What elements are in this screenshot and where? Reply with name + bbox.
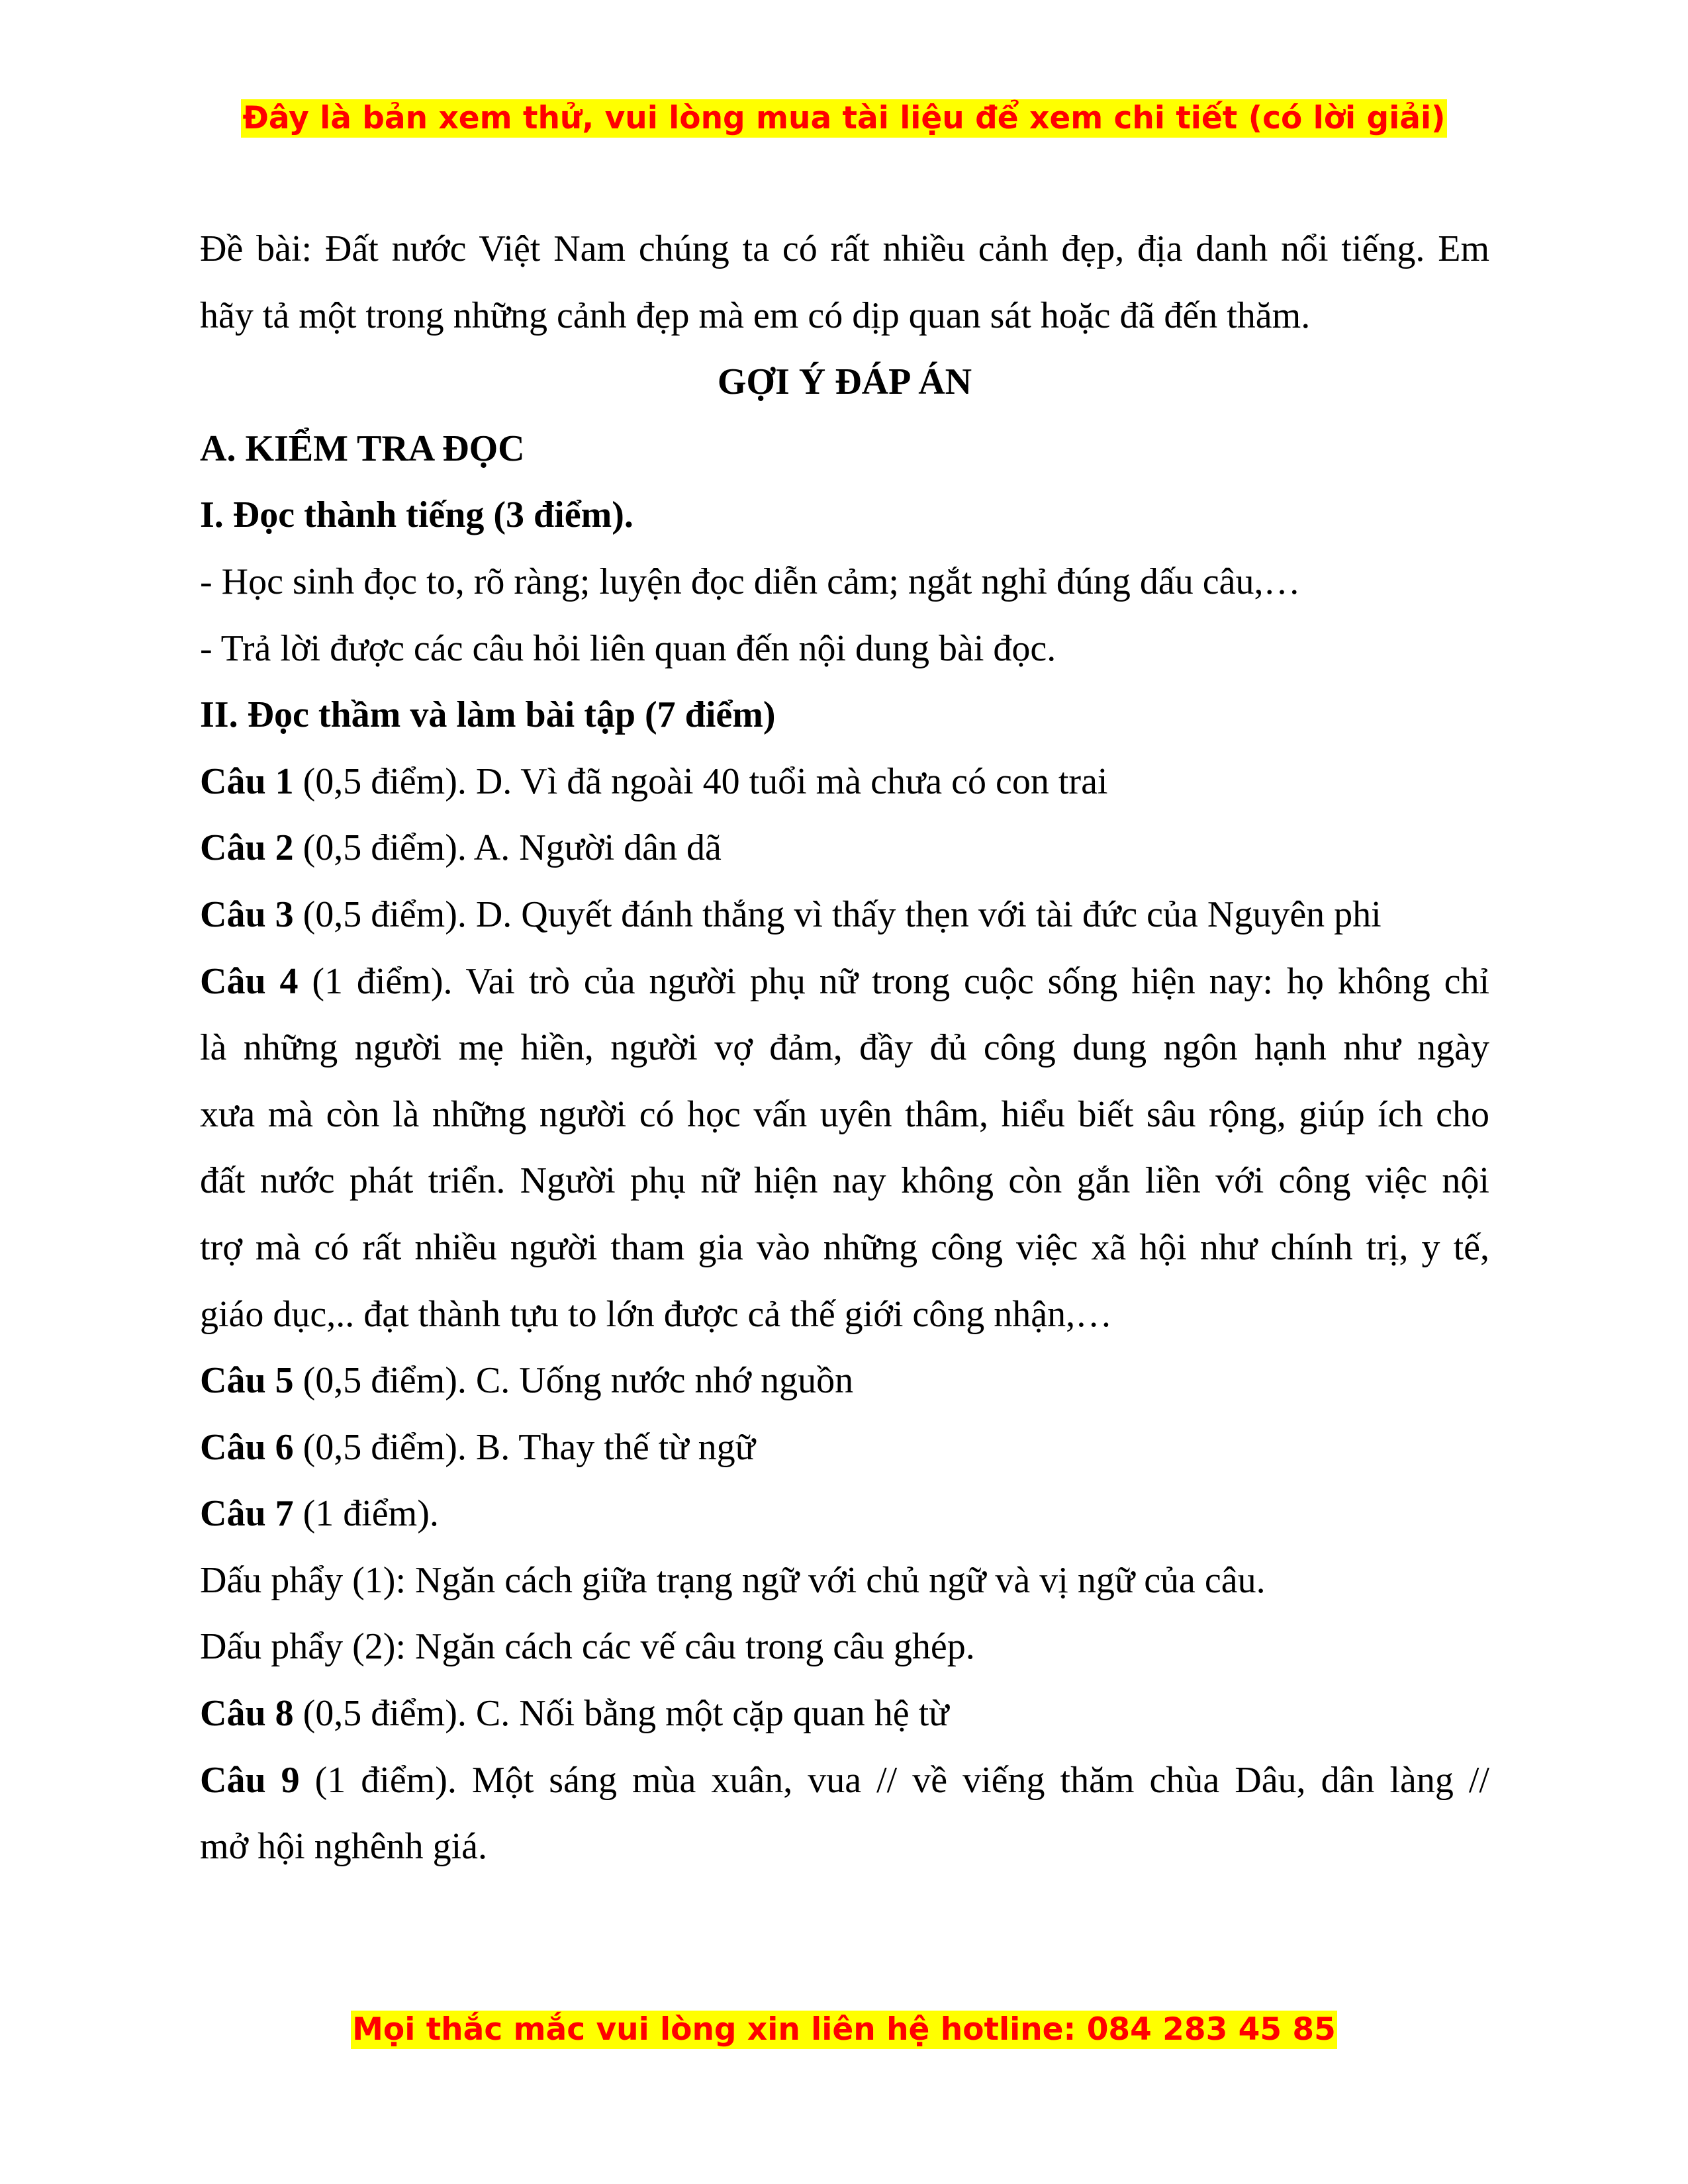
question-answer: (0,5 điểm). C. Uống nước nhớ nguồn <box>293 1360 854 1402</box>
question-label: Câu 2 <box>200 827 294 869</box>
question-4-continuation: giáo dục,.. đạt thành tựu to lớn được cả thế giới công nhận,… <box>200 1293 1113 1335</box>
preview-notice-text: Đây là bản xem thử, vui lòng mua tài liệu để xem chi tiết (có lời giải) <box>242 100 1446 136</box>
question-2 <box>200 815 1489 882</box>
question-label: Câu 8 <box>200 1693 294 1735</box>
part-1-item: - Trả lời được các câu hỏi liên quan đến nội dung bài đọc. <box>200 627 1056 669</box>
question-answer: (0,5 điểm). C. Nối bằng một cặp quan hệ từ <box>293 1693 949 1735</box>
part-2-heading: II. Đọc thầm và làm bài tập (7 điểm) <box>200 694 776 736</box>
question-5 <box>200 1347 1489 1414</box>
question-label: Câu 1 <box>200 760 294 802</box>
question-4-continuation: đất nước phát triển. Người phụ nữ hiện nay không còn gắn liền với công việc nội <box>200 1160 1489 1202</box>
section-a-heading: A. KIỂM TRA ĐỌC <box>200 428 525 469</box>
question-7-detail: Dấu phẩy (2): Ngăn cách các vế câu trong câu ghép. <box>200 1626 975 1668</box>
question-label: Câu 6 <box>200 1426 294 1468</box>
question-7-detail: Dấu phẩy (1): Ngăn cách giữa trạng ngữ với chủ ngữ và vị ngữ của câu. <box>200 1559 1266 1601</box>
question-label: Câu 5 <box>200 1360 294 1402</box>
question-1 <box>200 749 1489 815</box>
question-label: Câu 3 <box>200 893 294 935</box>
question-answer: (0,5 điểm). D. Vì đã ngoài 40 tuổi mà chưa có con trai <box>293 760 1108 802</box>
question-3 <box>200 882 1489 948</box>
question-4-continuation: xưa mà còn là những người có học vấn uyên thâm, hiểu biết sâu rộng, giúp ích cho <box>200 1093 1489 1135</box>
question-answer: (1 điểm). Một sáng mùa xuân, vua // về viếng thăm chùa Dâu, dân làng // <box>299 1759 1489 1801</box>
question-7 <box>200 1480 1489 1547</box>
preview-notice-banner <box>0 99 1688 138</box>
question-label: Câu 7 <box>200 1493 294 1535</box>
question-4-continuation: trợ mà có rất nhiều người tham gia vào những công việc xã hội như chính trị, y tế, <box>200 1226 1489 1268</box>
question-9-continuation: mở hội nghênh giá. <box>200 1826 487 1868</box>
question-answer: (1 điểm). Vai trò của người phụ nữ trong cuộc sống hiện nay: họ không chỉ <box>298 960 1489 1002</box>
question-4-continuation: là những người mẹ hiền, người vợ đảm, đầy đủ công dung ngôn hạnh như ngày <box>200 1027 1489 1069</box>
question-label: Câu 9 <box>200 1759 300 1801</box>
part-1-item: - Học sinh đọc to, rõ ràng; luyện đọc diễn cảm; ngắt nghỉ đúng dấu câu,… <box>200 561 1301 602</box>
question-8 <box>200 1680 1489 1747</box>
question-4 <box>200 948 1489 1015</box>
question-answer: (1 điểm). <box>293 1493 439 1535</box>
prompt-line: Đề bài: Đất nước Việt Nam chúng ta có rất nhiều cảnh đẹp, địa danh nổi tiếng. Em <box>200 228 1489 269</box>
question-answer: (0,5 điểm). A. Người dân dã <box>293 827 722 869</box>
document-body <box>200 216 1489 1880</box>
answer-title: GỢI Ý ĐÁP ÁN <box>717 361 972 403</box>
question-6 <box>200 1414 1489 1481</box>
prompt-line: hãy tả một trong những cảnh đẹp mà em có dịp quan sát hoặc đã đến thăm. <box>200 295 1311 336</box>
hotline-text: Mọi thắc mắc vui lòng xin liên hệ hotline: 084 283 45 85 <box>352 2011 1336 2048</box>
question-9 <box>200 1747 1489 1814</box>
hotline-banner <box>0 2011 1688 2049</box>
question-label: Câu 4 <box>200 960 299 1002</box>
question-answer: (0,5 điểm). D. Quyết đánh thắng vì thấy thẹn với tài đức của Nguyên phi <box>293 893 1382 935</box>
question-answer: (0,5 điểm). B. Thay thế từ ngữ <box>293 1426 755 1468</box>
part-1-heading: I. Đọc thành tiếng (3 điểm). <box>200 494 633 536</box>
